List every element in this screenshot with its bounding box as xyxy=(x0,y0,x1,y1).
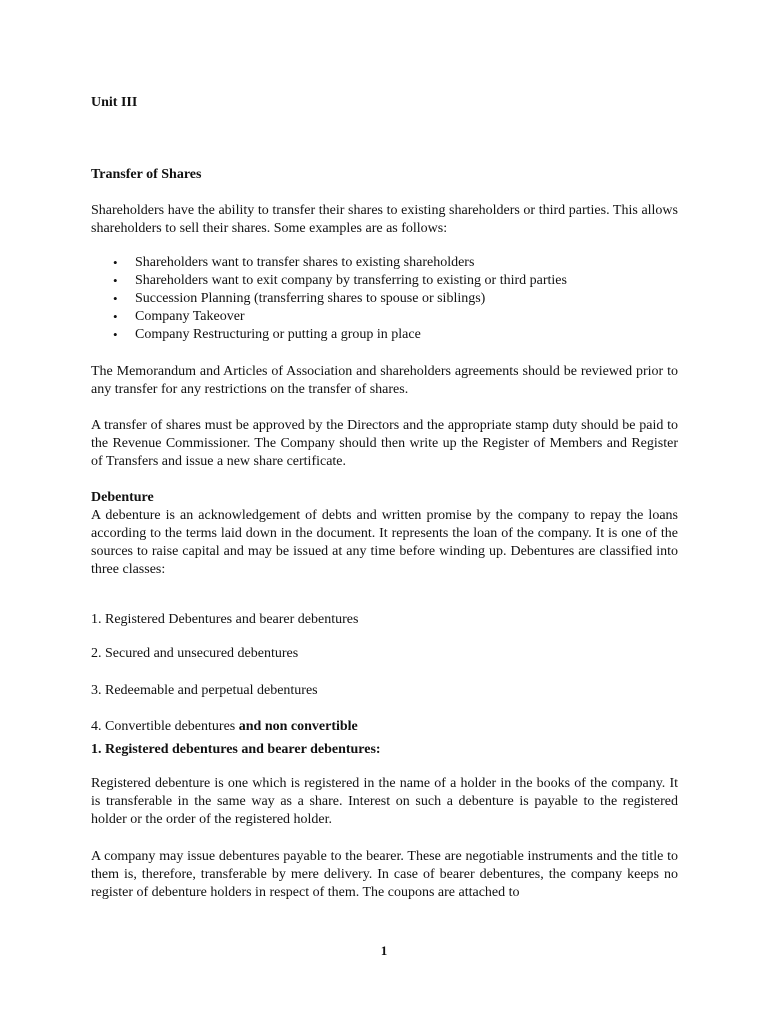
unit-heading: Unit III xyxy=(91,95,138,110)
debenture-definition-paragraph: A debenture is an acknowledgement of debts and written promise by the company to repay the loans according to the terms laid down in the document. It represents the loan of the company. It is one of the sources to raise capital and may be issued at any time before winding up. Debentures are classified into three classes: xyxy=(91,508,678,577)
transfer-heading: Transfer of Shares xyxy=(91,167,202,182)
list-item: • Shareholders want to transfer shares to existing shareholders xyxy=(113,255,475,270)
bullet-icon: • xyxy=(113,291,118,306)
registered-paragraph: Registered debenture is one which is registered in the name of a holder in the books of the company. It is transferable in the same way as a share. Interest on such a debenture is payable to the registered holder or the order of the registered holder. xyxy=(91,776,678,827)
bullet-icon: • xyxy=(113,273,118,288)
debenture-class-2: 2. Secured and unsecured debentures xyxy=(91,646,299,661)
memorandum-paragraph: The Memorandum and Articles of Association and shareholders agreements should be reviewed prior to any transfer for any restrictions on the transfer of shares. xyxy=(91,364,678,397)
bullet-icon: • xyxy=(113,255,118,270)
registered-heading: 1. Registered debentures and bearer debentures: xyxy=(91,742,381,757)
transfer-intro-paragraph: Shareholders have the ability to transfer their shares to existing shareholders or third parties. This allows shareholders to sell their shares. Some examples are as follows: xyxy=(91,203,678,236)
approval-paragraph: A transfer of shares must be approved by the Directors and the appropriate stamp duty should be paid to the Revenue Commissioner. The Company should then write up the Register of Members and Register of Transfers and issue a new share certificate. xyxy=(91,418,678,469)
transfer-examples-list xyxy=(91,254,678,344)
list-item: • Shareholders want to exit company by transferring to existing or third parties xyxy=(113,273,567,288)
debenture-heading: Debenture xyxy=(91,490,154,505)
bullet-icon: • xyxy=(113,309,118,324)
list-item: • Company Takeover xyxy=(113,309,245,324)
debenture-class-3: 3. Redeemable and perpetual debentures xyxy=(91,683,318,698)
bearer-paragraph: A company may issue debentures payable to the bearer. These are negotiable instruments and the title to them is, therefore, transferable by mere delivery. In case of bearer debentures, the company keeps no register of debenture holders in respect of them. The coupons are attached to xyxy=(91,849,678,900)
debenture-class-4: 4. Convertible debentures and non convertible xyxy=(91,719,358,734)
bullet-icon: • xyxy=(113,327,118,342)
list-item: • Company Restructuring or putting a group in place xyxy=(113,327,421,342)
list-item: • Succession Planning (transferring shares to spouse or siblings) xyxy=(113,291,486,306)
debenture-class-1: 1. Registered Debentures and bearer debentures xyxy=(91,612,359,627)
page-number: 1 xyxy=(380,943,388,958)
